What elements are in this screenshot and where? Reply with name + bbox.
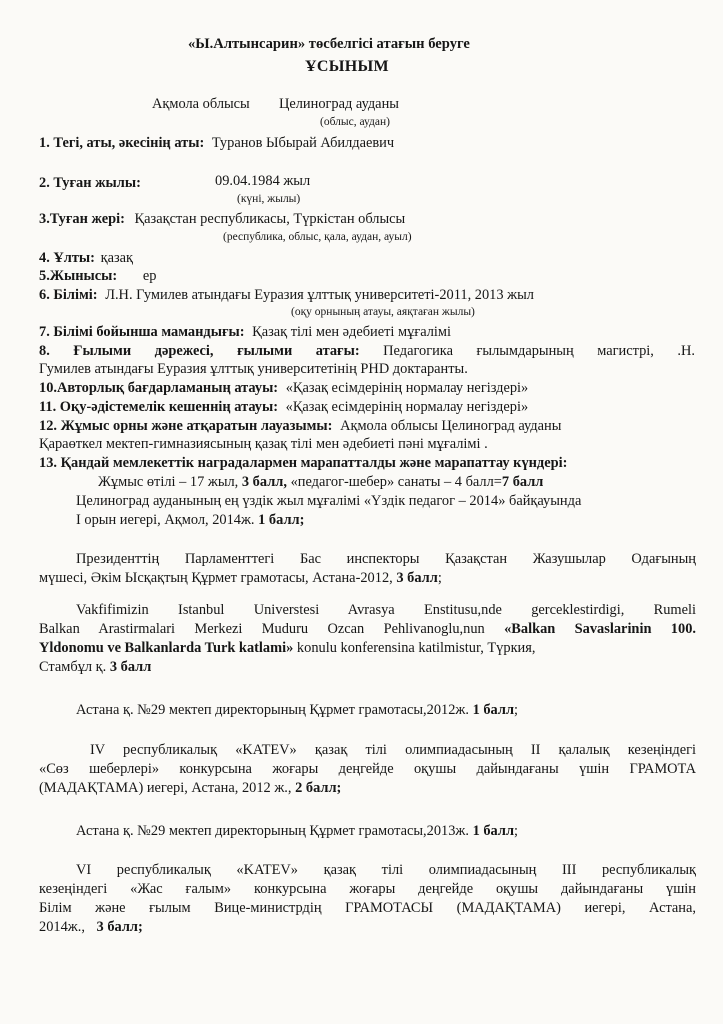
field-label: 7. Білімі бойынша мамандығы:	[39, 324, 245, 340]
field-label: 10.Авторлық бағдарламаның атауы:	[39, 380, 279, 396]
field-birth-year	[39, 175, 141, 192]
award-text: Стамбұл қ.	[39, 659, 107, 675]
field-workplace	[39, 418, 561, 435]
award-text: ;	[514, 823, 519, 839]
field-value-continued: Гумилев атындағы Еуразия ұлттық университетінің PHD доктаранты.	[39, 361, 468, 377]
award-points: 1 балл	[472, 823, 515, 839]
award-points: 1 балл	[472, 702, 515, 718]
award-text: (МАДАҚТАМА) иегері, Астана, 2012 ж.,	[39, 780, 292, 796]
award-text: мүшесі, Әкім Ысқақтың Құрмет грамотасы, Астана-2012,	[39, 570, 393, 586]
award-conference-line2	[39, 621, 696, 638]
region-hint: (облыс, аудан)	[320, 116, 390, 128]
award-conference-line3	[39, 640, 535, 657]
award-katev-vi-line3: Білім және ғылым Вице-министрдің ГРАМОТАСЫ (МАДАҚТАМА) иегері, Астана,	[39, 900, 696, 916]
field-value: Педагогика ғылымдарының магистрі, .Н.	[383, 343, 695, 359]
field-value: Л.Н. Гумилев атындағы Еуразия ұлттық университеті-2011, 2013 жыл	[105, 287, 534, 303]
award-text: ;	[514, 702, 519, 718]
field-value: Туранов Ыбырай Абилдаевич	[211, 135, 395, 151]
award-katev-iv-line3	[39, 780, 341, 797]
field-author-program	[39, 380, 528, 397]
district-value: Целиноград ауданы	[278, 96, 399, 112]
award-points: 3 балл	[396, 570, 438, 586]
field-label: 13. Қандай мемлекеттік наградалармен марапатталды және марапаттау күндері:	[39, 455, 568, 471]
award-katev-iv-line1: IV республикалық «KATEV» қазақ тілі олимпиадасының ІІ қалалық кезеңіндегі	[90, 742, 696, 758]
award-experience	[98, 474, 543, 491]
field-value-continued: Қараөткел мектеп-гимназиясының қазақ тілі мен әдебиеті пәні мұғалімі .	[39, 436, 488, 452]
field-value: Қазақстан республикасы, Түркістан облысы	[134, 211, 406, 227]
award-text: «педагог-шебер» санаты – 4 балл=	[290, 474, 502, 490]
field-specialty	[39, 324, 451, 341]
award-text: І орын иегері, Ақмол, 2014ж.	[76, 512, 255, 528]
award-points: 1 балл;	[258, 512, 305, 528]
award-honor-diploma-line2	[39, 570, 442, 587]
award-katev-vi-line1: VI республикалық «KATEV» қазақ тілі олимпиадасының ІІІ республикалық	[76, 862, 696, 878]
field-value: қазақ	[100, 250, 134, 266]
award-points: 7 балл	[501, 474, 544, 490]
award-text: Жұмыс өтілі – 17 жыл,	[98, 474, 239, 490]
field-label: 4. Ұлты:	[39, 250, 95, 266]
field-value: Ақмола облысы Целиноград ауданы	[340, 418, 562, 434]
award-points: 3 балл;	[96, 919, 143, 935]
field-label: 1. Тегі, аты, әкесінің аты:	[39, 135, 205, 151]
field-label: 12. Жұмыс орны және атқаратын лауазымы:	[39, 418, 333, 434]
award-honor-diploma-line1: Президенттің Парламенттегі Бас инспекторы Қазақстан Жазушылар Одағының	[76, 551, 696, 567]
award-conference-line1: Vakfifimizin Istanbul Universtesi Avrasya Enstitusu,nde gerceklestirdigi, Rumeli	[76, 602, 696, 618]
field-degree	[39, 343, 695, 360]
award-points: 2 балл;	[295, 780, 342, 796]
field-hint: (оқу орнының атауы, аяқтаған жылы)	[291, 306, 475, 318]
award-points: 3 балл	[109, 659, 152, 675]
award-text: ;	[437, 570, 442, 586]
field-gender	[39, 268, 156, 285]
award-katev-vi-line4	[39, 919, 143, 936]
document-subtitle: ҰСЫНЫМ	[305, 58, 389, 75]
field-value: ер	[142, 268, 157, 284]
field-awards	[39, 455, 567, 472]
award-text: 2014ж.,	[39, 919, 85, 935]
field-label: 6. Білімі:	[39, 287, 98, 303]
field-value: «Қазақ есімдерінің нормалау негіздері»	[285, 380, 529, 396]
award-school-diploma-2013	[76, 823, 518, 840]
field-value: «Қазақ есімдерінің нормалау негіздері»	[285, 399, 529, 415]
field-label: 3.Туған жері:	[39, 211, 125, 227]
document-title: «Ы.Алтынсарин» төсбелгісі атағын беруге	[188, 36, 470, 52]
field-label: 2. Туған жылы:	[39, 175, 141, 191]
award-text: konulu konferensina katilmistur, Түркия,	[296, 640, 536, 656]
field-birth-place	[39, 211, 405, 228]
award-best-teacher-line1: Целиноград ауданының ең үздік жыл мұғалімі «Үздік педагог – 2014» байқауында	[76, 493, 582, 509]
field-education	[39, 287, 534, 304]
field-full-name	[39, 135, 394, 152]
award-conference-line4	[39, 659, 151, 676]
field-nationality	[39, 250, 133, 267]
field-hint: (республика, облыс, қала, аудан, ауыл)	[223, 231, 412, 243]
award-katev-iv-line2: «Сөз шеберлері» конкурсына жоғары деңгейде оқушы дайындағаны үшін ГРАМОТА	[39, 761, 696, 777]
award-school-diploma-2012	[76, 702, 518, 719]
field-label: 11. Оқу-әдістемелік кешеннің атауы:	[39, 399, 279, 415]
field-teaching-complex	[39, 399, 528, 416]
award-title: «Balkan Savaslarinin 100.	[504, 621, 696, 637]
field-hint: (күні, жылы)	[237, 193, 301, 205]
award-text: Balkan Arastirmalari Merkezi Muduru Ozcan Pehlivanoglu,nun	[39, 621, 485, 637]
region-line	[152, 96, 399, 113]
region-value: Ақмола облысы	[152, 96, 250, 112]
field-label: 8. Ғылыми дәрежесі, ғылыми атағы:	[39, 343, 360, 359]
award-best-teacher-line2	[76, 512, 304, 529]
award-text: Астана қ. №29 мектеп директорының Құрмет грамотасы,2013ж.	[76, 823, 469, 839]
field-value: Қазақ тілі мен әдебиеті мұғалімі	[252, 324, 452, 340]
award-katev-vi-line2: кезеңіндегі «Жас ғалым» конкурсына жоғары деңгейде оқушы дайындағаны үшін	[39, 881, 696, 897]
field-label: 5.Жынысы:	[39, 268, 118, 284]
award-title: Yldonomu ve Balkanlarda Turk katlami»	[39, 640, 294, 656]
award-points: 3 балл,	[241, 474, 287, 490]
award-text: Астана қ. №29 мектеп директорының Құрмет грамотасы,2012ж.	[76, 702, 469, 718]
field-value: 09.04.1984 жыл	[215, 173, 311, 189]
